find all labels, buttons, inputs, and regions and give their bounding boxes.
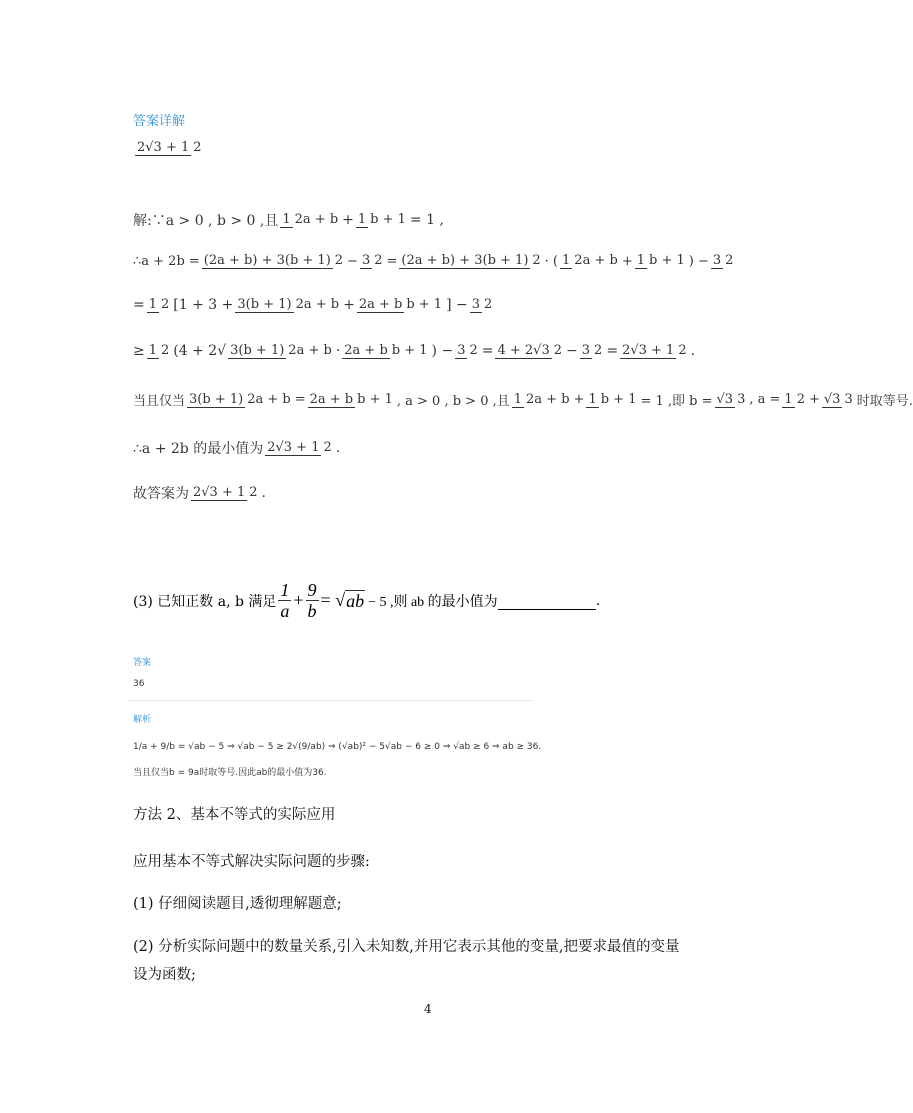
solution-line-5: 当且仅当 3(b + 1) 2a + b = 2a + b b + 1 , a > 0 , b > 0 ,且 1 2a + b + 1 b + 1 = 1 ,即 b = √3 3 , a = 1 2 + √3 3 时取等号. [133,391,913,409]
analysis-line-1: 1/a + 9/b = √ab − 5 ⇒ √ab − 5 ≥ 2√(9/ab) ⇒ (√ab)² − 5√ab − 6 ≥ 0 ⇒ √ab ≥ 6 ⇒ ab ≥ 36. [133,742,542,752]
fraction: 2√3 + 1 2 [137,140,202,155]
solution-line-3: = 1 2 [1 + 3 + 3(b + 1) 2a + b + 2a + b b + 1 ] − 3 2 [133,297,493,313]
solution-line-1: 解:∵a > 0 , b > 0 ,且 1 2a + b + 1 b + 1 = 1 , [133,212,444,229]
solution-line-2: ∴a + 2b = (2a + b) + 3(b + 1) 2 − 3 2 = (2a + b) + 3(b + 1) 2 · ( 1 2a + b + 1 b + 1 ) − 3 2 [133,253,734,269]
analysis-label: 解析 [133,715,152,725]
answer-label: 答案 [133,658,152,668]
answer-detail-heading: 答案详解 [133,114,186,129]
answer-value: 36 [133,679,145,689]
solution-line-6: ∴a + 2b 的最小值为 2√3 + 1 2 . [133,440,341,457]
divider [128,700,533,701]
method2-step1: (1) 仔细阅读题目,透彻理解题意; [133,896,342,912]
solution-line-4: ≥ 1 2 (4 + 2√ 3(b + 1) 2a + b · 2a + b b + 1 ) − 3 2 = 4 + 2√3 2 − 3 2 = 2√3 + 1 2 . [133,343,696,359]
analysis-line-2: 当且仅当b = 9a时取等号.因此ab的最小值为36. [133,768,327,778]
method2-step2-line2: 设为函数; [133,967,196,983]
method2-intro: 应用基本不等式解决实际问题的步骤: [133,854,370,870]
solution-line-7: 故答案为 2√3 + 1 2 . [133,485,266,502]
answer-blank[interactable] [498,591,596,610]
method2-title: 方法 2、基本不等式的实际应用 [133,807,336,823]
page-number: 4 [424,1002,432,1016]
answer-fraction [133,140,206,156]
method2-step2-line1: (2) 分析实际问题中的数量关系,引入未知数,并用它表示其他的变量,把要求最值的变量 [133,939,680,955]
question-3: (3) 已知正数 a, b 满足 $\frac{1}{a}$ + $\frac{9}{b}$ = √ ab − 5 ,则 ab 的最小值为 . [133,580,601,621]
